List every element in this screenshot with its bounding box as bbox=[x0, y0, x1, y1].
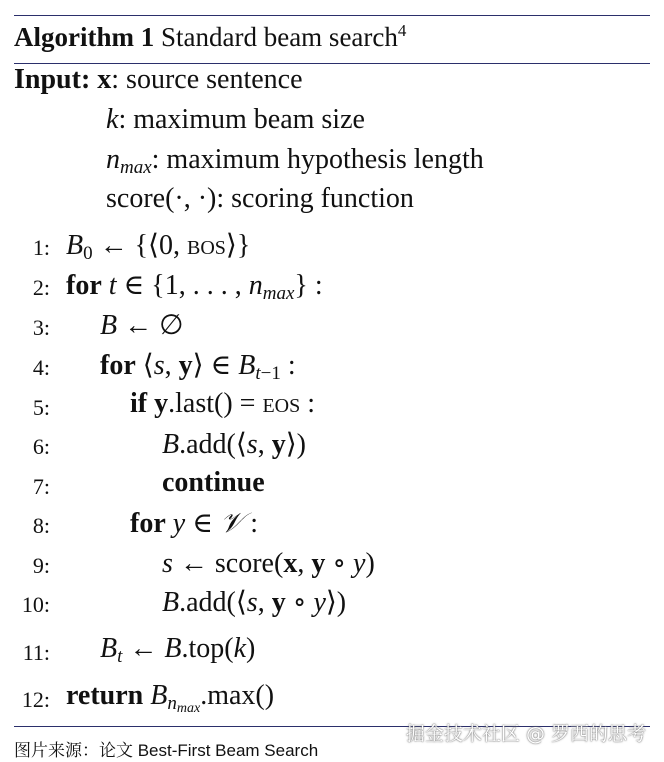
line-number: 2: bbox=[32, 275, 50, 300]
input-var-score: score(·, ·) bbox=[106, 183, 217, 214]
algo-line-1 bbox=[0, 228, 664, 264]
algo-line-7 bbox=[0, 467, 664, 503]
line-number: 10: bbox=[21, 592, 50, 617]
line-number: 8: bbox=[32, 513, 50, 538]
algo-line-11 bbox=[0, 633, 664, 669]
input-desc-n: : maximum hypothesis length bbox=[151, 144, 484, 175]
input-line-2 bbox=[106, 104, 365, 136]
input-desc-k: : maximum beam size bbox=[118, 104, 365, 135]
input-line-4 bbox=[106, 183, 414, 215]
algo-line-5 bbox=[0, 388, 664, 424]
line-number: 11: bbox=[22, 640, 50, 665]
algo-line-4 bbox=[0, 348, 664, 384]
input-var-x: x bbox=[97, 64, 112, 95]
line-code: B ← ∅ bbox=[100, 310, 184, 341]
input-desc-x: : source sentence bbox=[111, 64, 303, 95]
line-number: 1: bbox=[32, 235, 50, 260]
algo-line-10 bbox=[0, 585, 664, 621]
line-number: 3: bbox=[32, 315, 50, 340]
algo-line-2 bbox=[0, 268, 664, 304]
algo-line-9 bbox=[0, 546, 664, 582]
footnote-mark: 4 bbox=[397, 21, 407, 40]
line-code: B.add(⟨s, y⟩) bbox=[162, 429, 306, 460]
algorithm-label: Algorithm 1 bbox=[14, 22, 155, 52]
algo-line-8 bbox=[0, 506, 664, 542]
input-keyword: Input: bbox=[14, 64, 91, 95]
algorithm-name: Standard beam search bbox=[160, 22, 398, 52]
line-code: return $B_{nmax}.\max()$ bbox=[66, 680, 275, 716]
line-number: 7: bbox=[32, 474, 50, 499]
line-code: s ← score(x, y ∘ y) bbox=[162, 548, 375, 579]
line-code: for t ∈ {1, . . . , $n_{max}$} : bbox=[66, 270, 323, 304]
input-var-n-sub: max bbox=[120, 157, 152, 178]
input-var-k: k bbox=[106, 104, 119, 135]
line-number: 5: bbox=[32, 395, 50, 420]
line-number: 6: bbox=[32, 434, 50, 459]
line-number: 4: bbox=[32, 355, 50, 380]
line-code: B.add(⟨s, y ∘ y⟩) bbox=[162, 587, 347, 618]
line-code: $B_t$ ← B.top(k) bbox=[100, 633, 256, 667]
line-number: 9: bbox=[32, 553, 50, 578]
top-rule bbox=[14, 15, 650, 16]
watermark: 掘金技术社区 @ 罗西的思考 bbox=[405, 723, 646, 745]
line-code: if y.last() = eos : bbox=[130, 388, 316, 419]
algo-line-12 bbox=[0, 680, 664, 716]
line-number: 12: bbox=[21, 687, 50, 712]
image-source-caption: 图片来源：论文 Best-First Beam Search bbox=[14, 741, 319, 760]
input-desc-score: : scoring function bbox=[216, 183, 414, 214]
line-code: continue bbox=[162, 467, 265, 498]
algo-line-3 bbox=[0, 308, 664, 344]
algo-line-6 bbox=[0, 427, 664, 463]
input-line-1 bbox=[14, 64, 303, 96]
line-code: for y ∈ 𝒱 : bbox=[130, 508, 259, 539]
line-code: for ⟨s, y⟩ ∈ $B_{t-1}$ : bbox=[100, 350, 296, 384]
input-line-3 bbox=[106, 144, 484, 176]
algorithm-title bbox=[14, 22, 406, 53]
input-var-n: n bbox=[106, 144, 120, 175]
line-code: $B_0$ ← {⟨0, bos⟩} bbox=[66, 230, 251, 264]
